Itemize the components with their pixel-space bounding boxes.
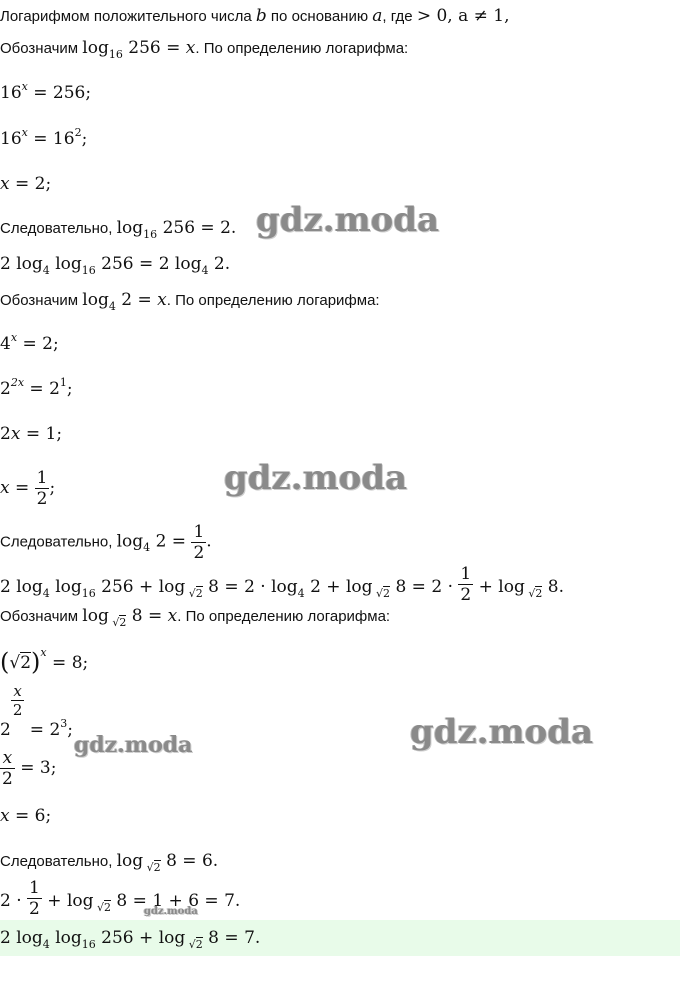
- arg: 2: [155, 531, 167, 552]
- watermark-3: gdz.moda: [74, 732, 193, 758]
- rhs: 8: [71, 653, 83, 673]
- log: log: [116, 218, 144, 238]
- period: .: [254, 928, 261, 948]
- denote-line-3: [0, 606, 391, 629]
- log-2: log: [55, 254, 82, 274]
- var-x: x: [0, 806, 10, 826]
- fraction: [0, 748, 15, 789]
- sqrt-base-2: [373, 587, 391, 600]
- log-base-4: 4: [297, 587, 305, 600]
- equals: =: [24, 720, 50, 740]
- arg: 2: [121, 290, 133, 310]
- sqrt-icon: √: [376, 587, 384, 600]
- eq-22x-21: [0, 376, 73, 399]
- log: log: [66, 891, 94, 911]
- sqrt-base: [109, 616, 127, 629]
- condition: > 0, a ≠ 1,: [416, 6, 510, 26]
- radicand-2: 2: [383, 587, 391, 600]
- equals: =: [9, 478, 35, 498]
- sqrt-icon: √: [9, 653, 21, 673]
- sqrt-base: [143, 861, 161, 874]
- therefore-text: Следовательно,: [0, 853, 117, 870]
- arg: 8: [131, 606, 143, 626]
- rhs: 1: [45, 424, 57, 444]
- base-2: 2: [49, 720, 61, 740]
- arg-2: 8: [208, 928, 219, 948]
- var-x: x: [10, 424, 21, 444]
- equals: =: [24, 379, 50, 399]
- var-x: x: [0, 174, 10, 194]
- sqrt-base: [185, 938, 203, 951]
- base: 4: [0, 334, 11, 354]
- equals: =: [14, 758, 40, 778]
- log: log: [82, 606, 109, 626]
- arg-2: 8: [208, 577, 219, 597]
- result: 7: [244, 928, 255, 948]
- period: .: [206, 531, 212, 552]
- value: 6: [201, 851, 213, 871]
- expr-step-1: [0, 254, 231, 277]
- period: .: [234, 891, 241, 911]
- arg: 256: [128, 38, 161, 58]
- log-3: log: [158, 928, 186, 948]
- radicand: 2: [195, 587, 203, 600]
- denominator: 2: [460, 585, 472, 605]
- sqrt-base-3: [525, 587, 543, 600]
- log-base: 4: [108, 300, 116, 313]
- therefore-line-1: [0, 218, 237, 241]
- semicolon: ;: [50, 758, 57, 778]
- value: 2: [220, 218, 231, 238]
- exp: x: [10, 331, 18, 344]
- log-base-2: 16: [81, 938, 96, 951]
- radicand: 2: [195, 938, 203, 951]
- radicand: 2: [119, 616, 127, 629]
- log: log: [116, 851, 144, 871]
- semicolon: ;: [49, 478, 56, 498]
- by-def-text: . По определению логарифма:: [195, 40, 409, 57]
- denominator: 2: [29, 899, 40, 919]
- numerator: 1: [460, 564, 472, 584]
- plus: +: [133, 577, 159, 597]
- var-x: x: [0, 478, 10, 498]
- eq-2x-1: [0, 424, 62, 444]
- log-2: log: [55, 577, 82, 597]
- base: 16: [0, 129, 22, 149]
- sqrt-icon: √: [528, 587, 536, 600]
- rhs-group: [24, 717, 73, 740]
- equals: =: [219, 577, 245, 597]
- rhs: 3: [39, 758, 51, 778]
- eq-16x-162: [0, 126, 88, 149]
- semicolon: ;: [52, 334, 59, 354]
- therefore-text: Следовательно,: [0, 220, 117, 237]
- lparen: (: [0, 648, 10, 676]
- by-def-text: . По определению логарифма:: [177, 608, 391, 625]
- sqrt-icon: √: [112, 616, 120, 629]
- eq-x-2: [0, 174, 51, 194]
- intro-mid: по основанию: [266, 8, 373, 25]
- coef-2: 2: [244, 577, 255, 597]
- log: log: [82, 290, 109, 310]
- coef: 2: [0, 928, 11, 948]
- sqrt-icon: √: [188, 938, 196, 951]
- term-2: 6: [188, 891, 200, 911]
- coef: 2: [0, 254, 11, 274]
- watermark-4: gdz.moda: [410, 712, 594, 752]
- log-base-3: 4: [201, 264, 209, 277]
- period: .: [558, 577, 564, 597]
- log-base-2: 16: [81, 587, 96, 600]
- radicand: 2: [153, 861, 161, 874]
- log-2: log: [55, 928, 82, 948]
- plus: +: [41, 891, 67, 911]
- period: .: [224, 254, 231, 274]
- eq-sqrt2-x-8: [0, 646, 89, 676]
- log-base: 4: [143, 541, 151, 555]
- equals: =: [176, 851, 202, 871]
- plus: +: [133, 928, 159, 948]
- var-x: x: [167, 606, 178, 626]
- numerator: 1: [193, 522, 205, 542]
- equals: =: [127, 891, 153, 911]
- exp: 2x: [10, 376, 25, 389]
- base: 2: [0, 379, 11, 399]
- semicolon: ;: [67, 720, 73, 740]
- therefore-text: Следовательно,: [0, 533, 117, 551]
- intro-where: , где: [382, 8, 417, 25]
- equals-2: =: [199, 891, 225, 911]
- denote-line-2: [0, 290, 380, 313]
- semicolon: ;: [45, 174, 52, 194]
- log-3: log: [158, 577, 186, 597]
- coef-3: 2: [431, 577, 443, 597]
- coef-2: 2: [158, 254, 170, 274]
- denote-line-1: [0, 38, 409, 61]
- equals: =: [219, 928, 245, 948]
- equals: =: [195, 218, 221, 238]
- arg-4: 8: [395, 577, 407, 597]
- sqrt-icon: √: [97, 901, 105, 914]
- semicolon: ;: [82, 653, 89, 673]
- watermark-1: gdz.moda: [256, 200, 440, 240]
- var-b: b: [255, 6, 267, 26]
- numerator: x: [11, 682, 25, 701]
- exp-2: 3: [60, 717, 68, 730]
- base: 16: [0, 83, 22, 103]
- equals-2: =: [406, 577, 432, 597]
- arg-2: 2: [213, 254, 225, 274]
- arg: 8: [116, 891, 128, 911]
- equals: =: [160, 38, 186, 58]
- fraction: [191, 522, 206, 563]
- log: log: [82, 38, 109, 58]
- expr-step-3: [0, 878, 241, 919]
- log-base: 4: [42, 264, 50, 277]
- base-2: 2: [49, 379, 60, 399]
- equals: =: [9, 806, 35, 826]
- log-base: 16: [143, 228, 158, 241]
- result: 7: [224, 891, 235, 911]
- arg: 256: [101, 577, 134, 597]
- log-base: 4: [42, 587, 50, 600]
- eq-x-6: [0, 806, 51, 826]
- var-a: a: [372, 6, 383, 26]
- log: log: [116, 531, 144, 552]
- sqrt-base: [94, 901, 112, 914]
- exp: x: [40, 646, 47, 659]
- plus-3: +: [473, 577, 499, 597]
- var-x: x: [157, 290, 167, 310]
- eq-2-xhalf-23: [0, 682, 73, 740]
- log-6: log: [498, 577, 525, 597]
- expr-step-2: [0, 564, 564, 605]
- arg: 256: [101, 254, 134, 274]
- watermark-5: gdz.moda: [144, 906, 198, 917]
- equals: =: [20, 424, 46, 444]
- final-answer: [0, 928, 261, 951]
- equals: =: [9, 174, 35, 194]
- equals: =: [27, 129, 53, 149]
- term-1: 1: [152, 891, 164, 911]
- log: log: [16, 577, 43, 597]
- cdot: ·: [10, 891, 28, 911]
- equals: =: [133, 254, 159, 274]
- coef: 2: [0, 424, 11, 444]
- eq-x-half: [0, 468, 56, 509]
- rhs: 2: [42, 334, 53, 354]
- equals: =: [166, 531, 192, 552]
- arg: 256: [101, 928, 134, 948]
- semicolon: ;: [45, 806, 52, 826]
- numerator: x: [0, 748, 15, 769]
- exp-fraction: [11, 682, 25, 719]
- log: log: [16, 928, 43, 948]
- equals: =: [142, 606, 168, 626]
- denominator: 2: [12, 701, 23, 719]
- base-2: 16: [52, 129, 75, 149]
- exp: x: [21, 80, 28, 93]
- eq-xhalf-3: [0, 748, 56, 788]
- fraction: [35, 468, 50, 509]
- numerator: 1: [36, 468, 48, 488]
- intro-text: Логарифмом положительного числа: [0, 8, 252, 25]
- value: 6: [34, 806, 46, 826]
- equals: =: [27, 83, 53, 103]
- denominator: 2: [2, 769, 13, 789]
- coef: 2: [0, 577, 11, 597]
- rhs: 256: [52, 83, 86, 103]
- therefore-line-2: [0, 522, 212, 563]
- cdot-2: ·: [442, 577, 459, 597]
- equals: =: [132, 290, 158, 310]
- log-base: 4: [42, 938, 50, 951]
- denominator: 2: [36, 489, 48, 509]
- log: log: [16, 254, 43, 274]
- radicand: 2: [104, 901, 112, 914]
- intro-line: [0, 6, 510, 26]
- therefore-line-3: [0, 851, 219, 874]
- sqrt-base: [185, 587, 203, 600]
- cdot: ·: [254, 577, 272, 597]
- semicolon: ;: [81, 129, 88, 149]
- arg: 256: [162, 218, 196, 238]
- fraction: [27, 878, 42, 919]
- denote-text: Обозначим: [0, 608, 83, 625]
- sqrt-icon: √: [188, 587, 196, 600]
- log-base: 16: [108, 48, 123, 61]
- radicand-3: 2: [535, 587, 543, 600]
- plus-2: +: [163, 891, 189, 911]
- value: 2: [34, 174, 46, 194]
- exp-2: 2: [74, 126, 82, 139]
- semicolon: ;: [56, 424, 63, 444]
- plus-2: +: [320, 577, 346, 597]
- exp-2: 1: [59, 376, 67, 389]
- fraction: [458, 564, 473, 605]
- period: .: [230, 218, 237, 238]
- denote-text: Обозначим: [0, 40, 83, 57]
- coef: 2: [0, 891, 11, 911]
- arg-5: 8: [547, 577, 559, 597]
- eq-16x-256: [0, 80, 92, 103]
- radicand: 2: [20, 653, 32, 673]
- equals: =: [46, 653, 72, 673]
- denote-text: Обозначим: [0, 292, 83, 309]
- log-4: log: [271, 577, 298, 597]
- by-def-text: . По определению логарифма:: [166, 292, 380, 309]
- rparen: ): [31, 648, 41, 676]
- exp: x: [21, 126, 28, 139]
- denominator: 2: [193, 543, 205, 563]
- log-base-2: 16: [81, 264, 96, 277]
- period: .: [212, 851, 219, 871]
- numerator: 1: [29, 878, 40, 898]
- log-5: log: [345, 577, 373, 597]
- sqrt-icon: √: [146, 861, 154, 874]
- base: 2: [0, 720, 11, 740]
- arg: 8: [166, 851, 177, 871]
- eq-4x-2: [0, 331, 59, 354]
- equals: =: [17, 334, 43, 354]
- var-x: x: [185, 38, 196, 58]
- semicolon: ;: [85, 83, 92, 103]
- semicolon: ;: [66, 379, 73, 399]
- arg-3: 2: [310, 577, 321, 597]
- log-3: log: [174, 254, 202, 274]
- watermark-2: gdz.moda: [224, 458, 408, 498]
